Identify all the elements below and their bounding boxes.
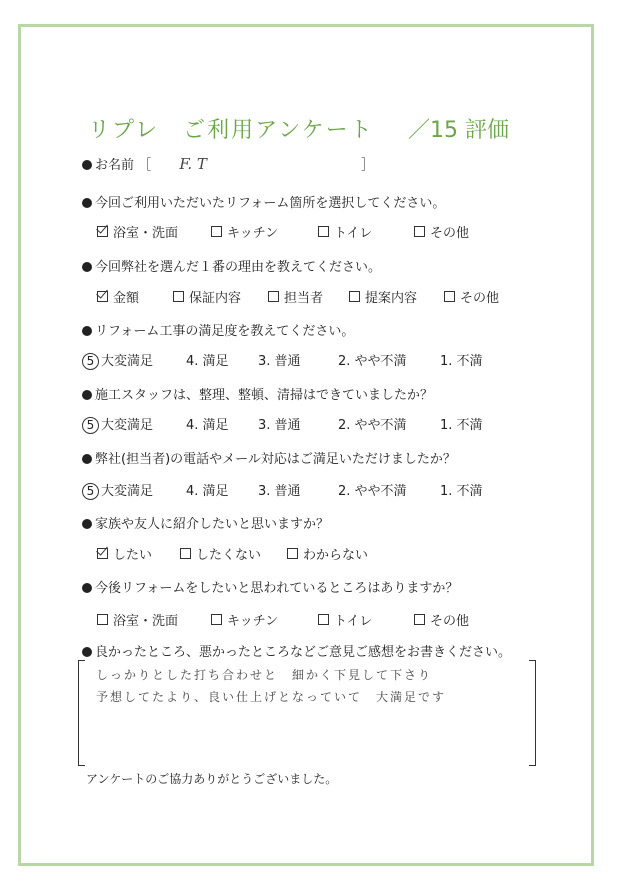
option-label: 浴室・洗面	[113, 226, 179, 241]
checkbox-icon[interactable]	[180, 548, 191, 559]
checkbox-icon[interactable]	[318, 614, 329, 625]
bracket-left	[78, 660, 85, 766]
option-number: 4.	[186, 354, 199, 369]
q6-option-unsure[interactable]	[287, 544, 368, 563]
q1-label: 今回ご利用いただいたリフォーム箇所を選択してください。	[95, 196, 446, 211]
option-label: したい	[113, 548, 153, 563]
option-label: 担当者	[284, 291, 324, 306]
survey-title: リプレ ご利用アンケート	[88, 118, 374, 143]
option-label: トイレ	[334, 226, 373, 241]
option-label: 保証内容	[189, 291, 242, 306]
q3-option-2[interactable]	[338, 350, 407, 369]
checkbox-icon[interactable]	[97, 614, 108, 625]
option-label: 普通	[274, 484, 301, 499]
bullet-icon	[82, 454, 92, 464]
q1-option-toilet[interactable]	[318, 222, 372, 241]
option-label: キッチン	[227, 614, 279, 629]
q4-label: 施工スタッフは、整理、整頓、清掃はできていましたか？	[95, 388, 434, 403]
option-label: 大変満足	[101, 354, 154, 369]
circled-number: 5	[82, 353, 99, 370]
q8-question	[82, 641, 511, 660]
bracket-right	[529, 660, 536, 766]
checkbox-checked-icon[interactable]	[97, 548, 108, 559]
option-label: 満足	[202, 418, 229, 433]
option-label: やや不満	[354, 418, 407, 433]
checkbox-icon[interactable]	[444, 291, 455, 302]
q4-option-1[interactable]	[440, 414, 483, 433]
option-label: 大変満足	[101, 418, 154, 433]
q6-option-yes[interactable]	[97, 544, 152, 563]
checkbox-icon[interactable]	[173, 291, 184, 302]
option-label: わからない	[303, 548, 369, 563]
option-label: やや不満	[354, 484, 407, 499]
comment-textarea[interactable]	[78, 660, 536, 764]
option-label: したくない	[196, 548, 262, 563]
q1-option-kitchen[interactable]	[211, 222, 278, 241]
q7-option-bath[interactable]	[97, 610, 178, 629]
q2-label: 今回弊社を選んだ１番の理由を教えてください。	[95, 260, 382, 275]
q2-option-staff[interactable]	[268, 287, 323, 306]
option-label: 不満	[456, 484, 483, 499]
option-number: 2.	[338, 484, 351, 499]
q3-option-1[interactable]	[440, 350, 483, 369]
q6-question	[82, 513, 329, 532]
option-number: 2.	[338, 354, 351, 369]
checkbox-icon[interactable]	[414, 226, 425, 237]
name-value[interactable]: F. T	[179, 155, 207, 173]
q5-option-1[interactable]	[440, 480, 483, 499]
checkbox-icon[interactable]	[211, 614, 222, 625]
checkbox-icon[interactable]	[318, 226, 329, 237]
q5-option-2[interactable]	[338, 480, 407, 499]
option-number: 3.	[258, 484, 271, 499]
q3-option-4[interactable]	[186, 350, 229, 369]
bullet-icon	[82, 198, 92, 208]
comment-line-2: 予想してたより、良い仕上げとなっていて 大満足です	[96, 690, 447, 704]
option-number: 1.	[440, 354, 453, 369]
option-number: 1.	[440, 418, 453, 433]
q2-question	[82, 256, 381, 275]
option-label: その他	[430, 226, 470, 241]
q4-question	[82, 384, 433, 403]
checkbox-checked-icon[interactable]	[97, 291, 108, 302]
circled-number: 5	[82, 417, 99, 434]
q7-option-other[interactable]	[414, 610, 469, 629]
q3-option-5[interactable]	[82, 350, 153, 370]
checkbox-icon[interactable]	[287, 548, 298, 559]
option-label: 金額	[113, 291, 140, 306]
checkbox-checked-icon[interactable]	[97, 226, 108, 237]
q5-option-5[interactable]	[82, 480, 153, 500]
q1-option-other[interactable]	[414, 222, 469, 241]
option-number: 3.	[258, 354, 271, 369]
option-label: 満足	[202, 484, 229, 499]
option-number: 1.	[440, 484, 453, 499]
rating-total: ／15 評価	[408, 118, 509, 143]
q5-option-4[interactable]	[186, 480, 229, 499]
checkbox-icon[interactable]	[349, 291, 360, 302]
checkbox-icon[interactable]	[414, 614, 425, 625]
q3-label: リフォーム工事の満足度を教えてください。	[95, 324, 355, 339]
bullet-icon	[82, 262, 92, 272]
option-label: 大変満足	[101, 484, 154, 499]
q3-question	[82, 320, 354, 339]
bullet-icon	[82, 519, 92, 529]
q5-option-3[interactable]	[258, 480, 301, 499]
option-label: 普通	[274, 354, 301, 369]
bullet-icon	[82, 390, 92, 400]
option-label: トイレ	[334, 614, 373, 629]
option-label: 浴室・洗面	[113, 614, 179, 629]
option-number: 4.	[186, 484, 199, 499]
checkbox-icon[interactable]	[268, 291, 279, 302]
q6-label: 家族や友人に紹介したいと思いますか？	[95, 517, 330, 532]
q7-option-toilet[interactable]	[318, 610, 372, 629]
option-number: 3.	[258, 418, 271, 433]
name-label: お名前	[95, 158, 135, 173]
thank-you-message: アンケートのご協力ありがとうございました。	[86, 772, 338, 786]
q7-label: 今後リフォームをしたいと思われているところはありますか？	[95, 581, 459, 596]
q5-question	[82, 448, 456, 467]
option-label: 不満	[456, 418, 483, 433]
q2-option-proposal[interactable]	[349, 287, 417, 306]
q7-question	[82, 577, 458, 596]
option-label: 普通	[274, 418, 301, 433]
bullet-icon	[82, 583, 92, 593]
option-number: 2.	[338, 418, 351, 433]
option-label: 満足	[202, 354, 229, 369]
option-number: 4.	[186, 418, 199, 433]
option-label: 不満	[456, 354, 483, 369]
option-label: 提案内容	[365, 291, 418, 306]
q5-label: 弊社(担当者)の電話やメール対応はご満足いただけましたか？	[95, 452, 456, 467]
q1-question	[82, 192, 445, 211]
q6-option-no[interactable]	[180, 544, 261, 563]
q2-option-other[interactable]	[444, 287, 499, 306]
bullet-icon	[82, 160, 92, 170]
name-question	[82, 154, 374, 173]
q4-option-5[interactable]	[82, 414, 153, 434]
option-label: その他	[430, 614, 470, 629]
option-label: その他	[460, 291, 500, 306]
q2-option-price[interactable]	[97, 287, 139, 306]
q4-option-4[interactable]	[186, 414, 229, 433]
bullet-icon	[82, 647, 92, 657]
circled-number: 5	[82, 483, 99, 500]
q4-option-3[interactable]	[258, 414, 301, 433]
name-bracket-close: ］	[361, 158, 375, 173]
name-bracket-open: ［	[138, 158, 152, 173]
comment-line-1: しっかりとした打ち合わせと 細かく下見して下さり	[96, 668, 433, 682]
q1-option-bath[interactable]	[97, 222, 178, 241]
q3-option-3[interactable]	[258, 350, 301, 369]
bullet-icon	[82, 326, 92, 336]
q4-option-2[interactable]	[338, 414, 407, 433]
checkbox-icon[interactable]	[211, 226, 222, 237]
q8-label: 良かったところ、悪かったところなどご意見ご感想をお書きください。	[95, 645, 512, 660]
option-label: キッチン	[227, 226, 279, 241]
q7-option-kitchen[interactable]	[211, 610, 278, 629]
q2-option-warranty[interactable]	[173, 287, 241, 306]
option-label: やや不満	[354, 354, 407, 369]
